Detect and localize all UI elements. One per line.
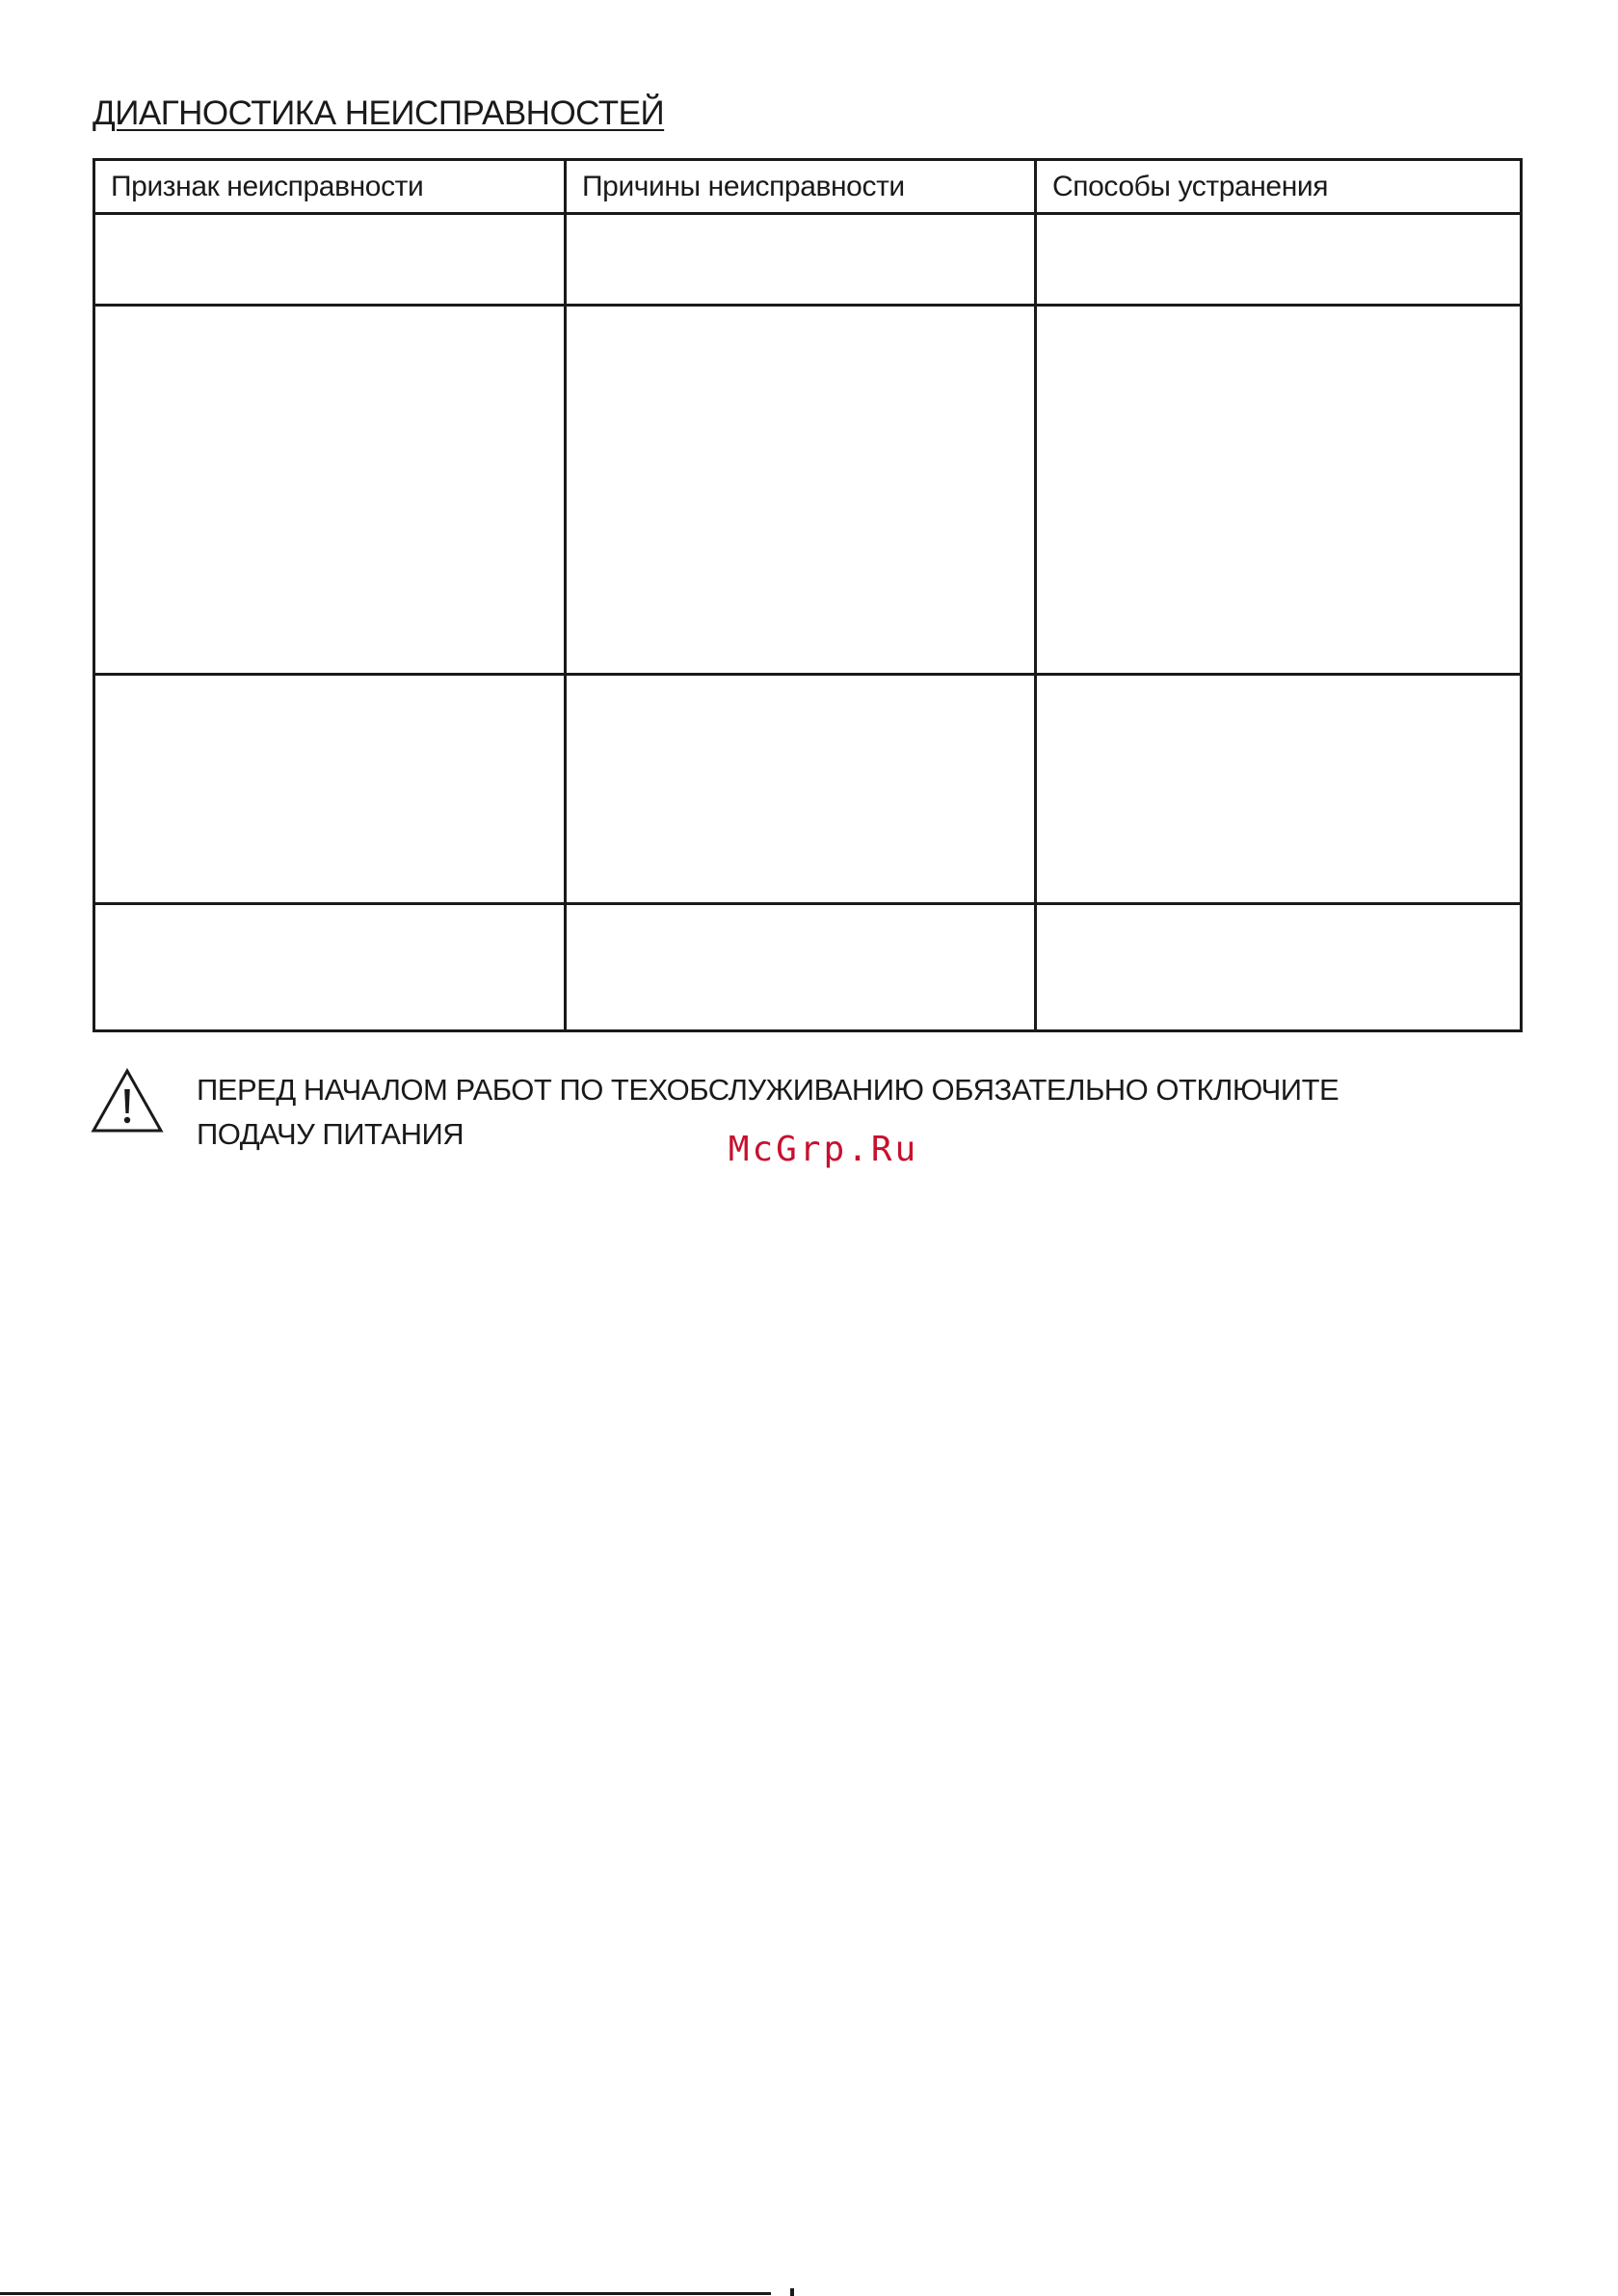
footer-tick [790,2288,794,2296]
table-row [94,904,1522,1031]
table-cell-cause [566,904,1036,1031]
table-cell-symptom [94,306,566,675]
footer-rule [0,2292,771,2295]
table-cell-remedy [1036,675,1522,904]
table-cell-symptom [94,675,566,904]
header-cause: Причины неисправности [566,160,1036,214]
table-header-row [94,160,1522,214]
warning-line-1: ПЕРЕД НАЧАЛОМ РАБОТ ПО ТЕХОБСЛУЖИВАНИЮ ОБЯЗАТЕЛЬНО ОТКЛЮЧИТЕ [197,1073,1339,1107]
table-cell-remedy [1036,904,1522,1031]
table-cell-cause [566,214,1036,306]
warning-line-2: ПОДАЧУ ПИТАНИЯ [197,1117,464,1151]
table-cell-remedy [1036,214,1522,306]
table-cell-symptom [94,214,566,306]
watermark: McGrp.Ru [728,1130,919,1169]
table-row [94,675,1522,904]
page-title: ДИАГНОСТИКА НЕИСПРАВНОСТЕЙ [93,94,665,132]
table-cell-cause [566,675,1036,904]
warning-triangle-icon [91,1068,164,1134]
diagnostics-table [93,158,1523,1032]
table-row [94,306,1522,675]
table-cell-symptom [94,904,566,1031]
table-cell-remedy [1036,306,1522,675]
header-symptom: Признак неисправности [94,160,566,214]
table-row [94,214,1522,306]
header-remedy: Способы устранения [1036,160,1522,214]
table-cell-cause [566,306,1036,675]
